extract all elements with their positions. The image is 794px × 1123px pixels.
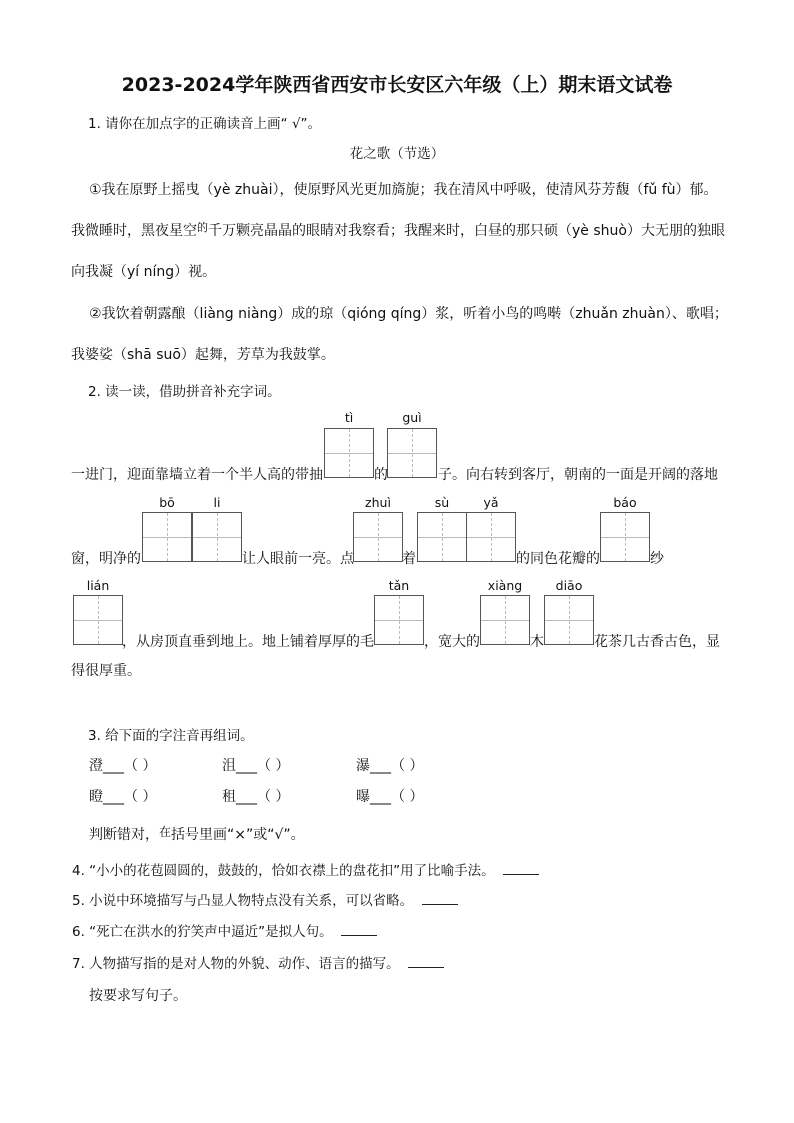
- judge-intro-small: 在: [159, 825, 172, 839]
- char-box-su[interactable]: [417, 512, 467, 562]
- judge-item-5: [72, 889, 458, 909]
- pinyin-ti: tì: [344, 410, 354, 425]
- poem-para2-line2: 我婆娑（shā suō）起舞，芳草为我鼓掌。: [71, 347, 335, 363]
- char-box-bao[interactable]: [600, 512, 650, 562]
- q2-line2-d: 的同色花瓣的: [516, 551, 600, 567]
- judge-answer-6[interactable]: [341, 923, 377, 936]
- judge-item-4-text: 4. “小小的花苞圆圆的，鼓鼓的，恰如衣襟上的盘花扣”用了比喻手法。: [72, 863, 495, 879]
- poem-title: 花之歌（节选）: [349, 146, 445, 162]
- judge-item-4: [72, 859, 539, 879]
- judge-item-6-text: 6. “死亡在洪水的狞笑声中逼近”是拟人句。: [72, 924, 333, 940]
- q2-line2-a: 窗，明净的: [71, 551, 141, 567]
- judge-item-6: [72, 920, 377, 940]
- pinyin-diao: diāo: [555, 578, 583, 593]
- char-box-diao[interactable]: [544, 595, 594, 645]
- q2-line3-d: 花茶几古香古色，显: [594, 634, 720, 650]
- pinyin-lian: lián: [86, 578, 110, 593]
- q2-line2-b: 让人眼前一亮。点: [242, 551, 354, 567]
- char-box-ya[interactable]: [466, 512, 516, 562]
- pinyin-bao: báo: [613, 495, 637, 510]
- judge-answer-4[interactable]: [503, 862, 539, 875]
- pinyin-bo: bō: [159, 495, 175, 510]
- judge-intro-a: 判断错对，: [89, 827, 159, 843]
- pinyin-su: sù: [434, 495, 450, 510]
- judge-intro-b: 括号里画“×”或“√”。: [171, 827, 305, 843]
- char-box-tan[interactable]: [374, 595, 424, 645]
- q3-item-pu[interactable]: 瀑___（ ）: [356, 758, 424, 774]
- q3-item-ju[interactable]: 沮___（ ）: [222, 758, 290, 774]
- judge-item-5-text: 5. 小说中环境描写与凸显人物特点没有关系，可以省略。: [72, 893, 414, 909]
- judge-item-7-text: 7. 人物描写指的是对人物的外貌、动作、语言的描写。: [72, 956, 400, 972]
- pinyin-tan: tǎn: [388, 578, 410, 593]
- q2-line2-c: 着: [402, 551, 416, 567]
- judge-answer-7[interactable]: [408, 955, 444, 968]
- poem-para1-line2-b: 千万颗亮晶晶的眼睛对我察看；我醒来时，白昼的那只硕（yè shuò）大无朋的独眼: [208, 223, 725, 239]
- pinyin-li: li: [213, 495, 221, 510]
- poem-para2-line1: ②我饮着朝露酿（liàng niàng）成的琼（qióng qíng）浆，听着小鸟的鸣啭（zhuǎn zhuàn）、歌唱；: [89, 306, 728, 322]
- q3-prompt: 3. 给下面的字注音再组词。: [88, 728, 254, 744]
- poem-para1-line2-a: 我微睡时，黑夜星空: [71, 223, 197, 239]
- poem-para1-small-char: 的: [197, 221, 208, 234]
- page-title: 2023-2024学年陕西省西安市长安区六年级（上）期末语文试卷: [121, 74, 673, 96]
- q1-prompt: 1. 请你在加点字的正确读音上画“ √”。: [88, 116, 322, 132]
- q2-line3-b: ，宽大的: [424, 634, 480, 650]
- judge-item-7: [72, 952, 444, 972]
- q2-prompt: 2. 读一读，借助拼音补充字词。: [88, 384, 281, 400]
- section-footer: 按要求写句子。: [89, 988, 187, 1004]
- q3-item-cheng[interactable]: 澄___（ ）: [89, 758, 157, 774]
- q3-item-zu[interactable]: 租___（ ）: [222, 789, 290, 805]
- poem-para1-line3: 向我凝（yí níng）视。: [71, 264, 217, 280]
- judge-intro: [89, 823, 305, 844]
- q2-line1-c: 子。向右转到客厅，朝南的一面是开阔的落地: [438, 467, 718, 483]
- q2-line3-a: ，从房顶直垂到地上。地上铺着厚厚的毛: [122, 634, 374, 650]
- q2-line1-b: 的: [374, 467, 388, 483]
- q2-line3-c: 木: [530, 634, 544, 650]
- char-box-bo[interactable]: [142, 512, 192, 562]
- pinyin-gui: guì: [402, 410, 422, 425]
- pinyin-ya: yǎ: [483, 495, 499, 510]
- char-box-xiang[interactable]: [480, 595, 530, 645]
- char-box-li[interactable]: [192, 512, 242, 562]
- char-box-gui[interactable]: [387, 428, 437, 478]
- pinyin-zhui: zhuì: [365, 495, 391, 510]
- char-box-ti[interactable]: [324, 428, 374, 478]
- poem-para1-line1: ①我在原野上摇曳（yè zhuài），使原野风光更加旖旎；我在清风中呼吸，使清风芬芳馥（fǔ fù）郁。: [89, 182, 718, 198]
- q2-line2-e: 纱: [650, 551, 664, 567]
- q2-line4: 得很厚重。: [71, 663, 141, 679]
- poem-para1-line2: [71, 219, 725, 240]
- q2-line1-a: 一进门，迎面靠墙立着一个半人高的带抽: [71, 467, 323, 483]
- pinyin-xiang: xiàng: [487, 578, 523, 593]
- char-box-zhui[interactable]: [353, 512, 403, 562]
- q3-item-deng[interactable]: 瞪___（ ）: [89, 789, 157, 805]
- char-box-lian[interactable]: [73, 595, 123, 645]
- q3-item-pu2[interactable]: 曝___（ ）: [356, 789, 424, 805]
- judge-answer-5[interactable]: [422, 892, 458, 905]
